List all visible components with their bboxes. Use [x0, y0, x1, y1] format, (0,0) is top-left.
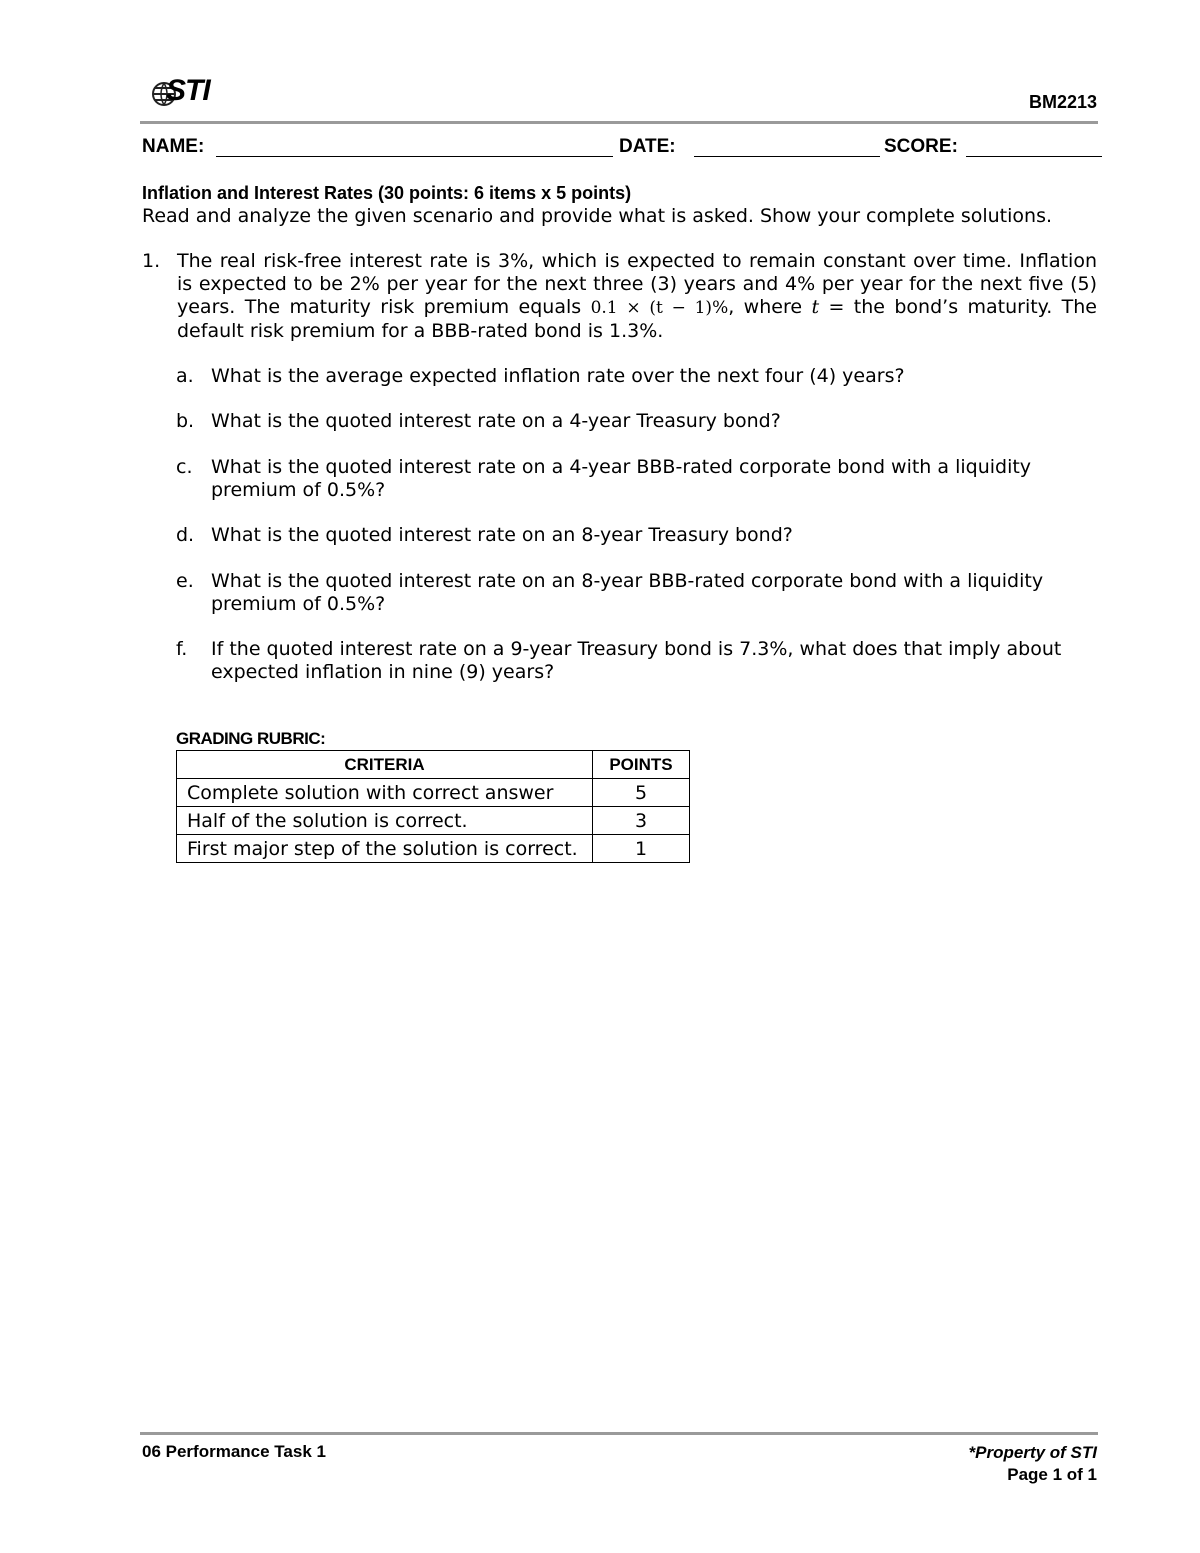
sub-question-letter: b.: [176, 410, 195, 432]
question-scenario: [177, 250, 1097, 343]
sub-question-text: If the quoted interest rate on a 9-year Treasury bond is 7.3%, what does that imply about expected inflation in nine (9) years?: [211, 638, 1062, 683]
property-notice: *Property of STI: [968, 1443, 1097, 1462]
points-cell: 5: [593, 779, 690, 807]
header-rule: [140, 121, 1098, 124]
points-cell: 3: [593, 807, 690, 835]
sub-question-letter: c.: [176, 456, 193, 478]
sub-question-text: What is the quoted interest rate on a 4-year BBB-rated corporate bond with a liquidity premium of 0.5%?: [211, 456, 1032, 501]
sub-question-text: What is the quoted interest rate on a 4-year Treasury bond?: [211, 410, 781, 432]
question-number: 1.: [142, 250, 161, 272]
date-field[interactable]: [694, 156, 880, 157]
footer-document-title: 06 Performance Task 1: [142, 1442, 326, 1461]
sub-question-letter: f.: [176, 638, 188, 660]
name-field[interactable]: [216, 156, 613, 157]
table-row: [177, 779, 690, 807]
table-row: [177, 807, 690, 835]
points-header: POINTS: [593, 751, 690, 779]
rubric-title: GRADING RUBRIC:: [176, 729, 326, 748]
score-label: SCORE:: [884, 136, 958, 157]
scenario-part-3: = the bond’s maturity. The default risk premium for a BBB-rated bond is 1.3%.: [177, 296, 1097, 342]
sub-question-text: What is the quoted interest rate on an 8-year Treasury bond?: [211, 524, 793, 546]
criteria-cell: First major step of the solution is correct.: [177, 835, 593, 863]
scenario-part-1: The real risk-free interest rate is 3%, which is expected to remain constant over time. Inflation is expected to be 2% per year for the next three (3) years and 4% per year for the next five (5) years. The maturity risk premium equals: [177, 250, 1097, 318]
sub-question-letter: d.: [176, 524, 195, 546]
variable-t: t: [811, 296, 820, 318]
table-row: [177, 835, 690, 863]
criteria-cell: Half of the solution is correct.: [177, 807, 593, 835]
score-field[interactable]: [966, 156, 1102, 157]
sub-question-text: What is the quoted interest rate on an 8-year BBB-rated corporate bond with a liquidity premium of 0.5%?: [211, 570, 1044, 615]
rubric-header-row: [177, 751, 690, 779]
course-code: BM2213: [1028, 92, 1097, 112]
date-label: DATE:: [619, 136, 676, 157]
rubric-table: [176, 750, 690, 863]
maturity-premium-formula: 0.1 × (t − 1)%: [590, 298, 729, 318]
criteria-cell: Complete solution with correct answer: [177, 779, 593, 807]
task-instructions: Read and analyze the given scenario and provide what is asked. Show your complete solutions.: [142, 205, 1053, 227]
sub-question-letter: e.: [176, 570, 194, 592]
sub-question-letter: a.: [176, 365, 194, 387]
criteria-header: CRITERIA: [177, 751, 593, 779]
sub-question-text: What is the average expected inflation rate over the next four (4) years?: [211, 365, 905, 387]
page-number: Page 1 of 1: [1007, 1465, 1097, 1484]
name-label: NAME:: [142, 136, 205, 157]
points-cell: 1: [593, 835, 690, 863]
footer-right: [969, 1442, 1097, 1486]
footer-rule: [140, 1432, 1098, 1435]
task-title: Inflation and Interest Rates (30 points: 6 items x 5 points): [142, 183, 632, 203]
student-info-row: [142, 134, 1104, 162]
logo-text: STI: [166, 74, 210, 107]
scenario-part-2: , where: [728, 296, 812, 318]
